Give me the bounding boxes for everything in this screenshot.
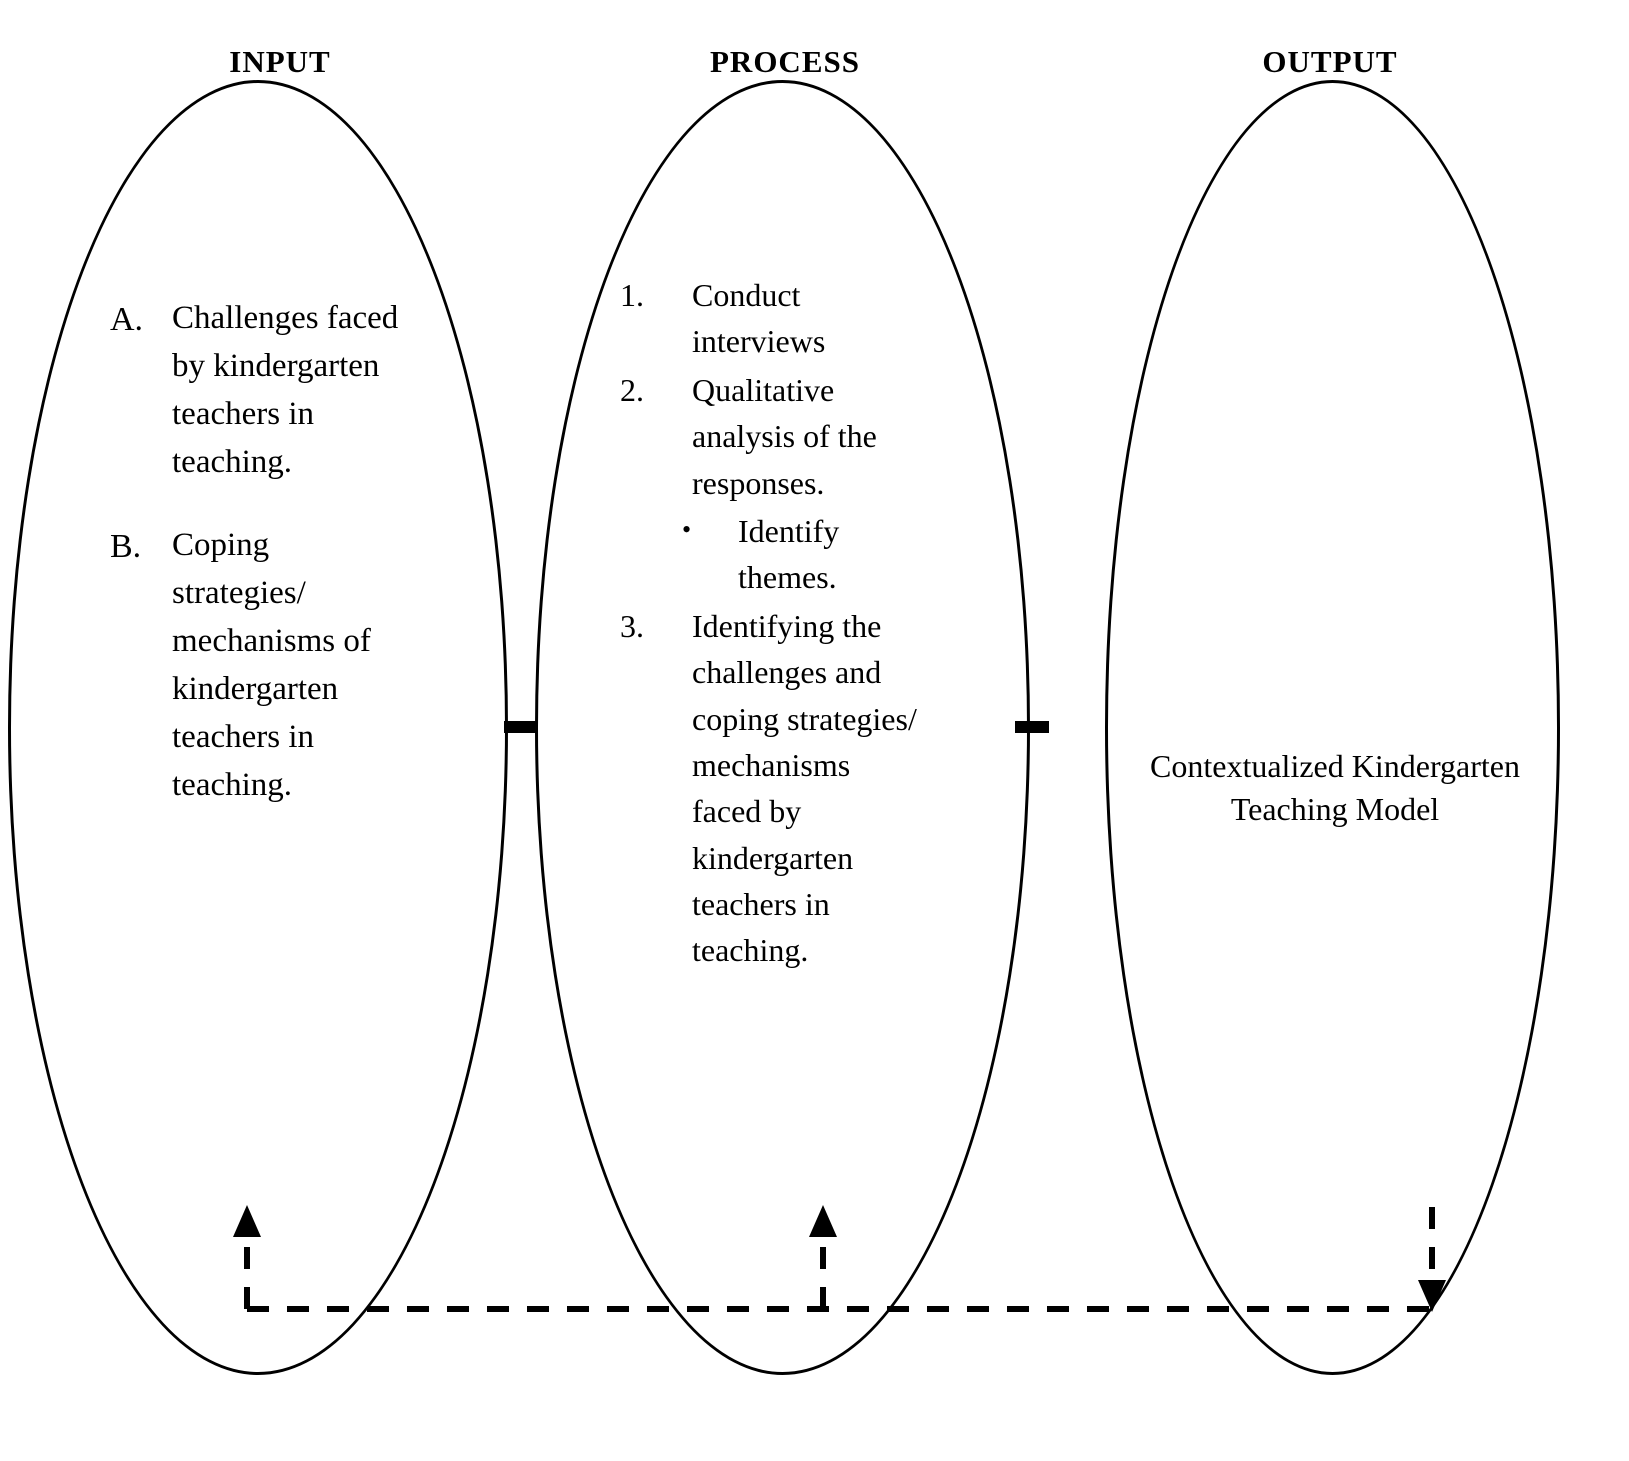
item-text: Coping strategies/ mechanisms of kindergarten teachers in teaching. [172,527,371,803]
item-text: Qualitative analysis of the responses. [692,371,877,501]
process-item-list [620,272,920,976]
item-marker: 2. [620,371,644,408]
item-text: Challenges faced by kindergarten teachers in teaching. [172,300,399,480]
output-text: Contextualized Kindergarten Teaching Model [1150,748,1520,828]
list-item [110,295,410,486]
list-item-bullet [682,508,920,601]
item-text: Conduct interviews [692,277,826,360]
item-marker: B. [110,528,142,566]
list-item [620,272,920,365]
item-text: Identifying the challenges and coping strategies/ mechanisms faced by kindergarten teachers in teaching. [692,607,917,969]
list-item [620,367,920,506]
connector-process-output [1015,721,1049,733]
input-item-list [110,295,410,845]
bullet-icon: • [682,514,692,544]
output-ellipse [1105,80,1560,1375]
item-marker: 3. [620,607,644,644]
item-marker: 1. [620,277,644,313]
list-item [110,522,410,809]
item-marker: A. [110,301,144,338]
heading-process: PROCESS [710,44,860,79]
heading-input: INPUT [229,44,331,79]
connector-input-process [504,721,538,733]
heading-output: OUTPUT [1262,44,1398,79]
item-text: Identify themes. [738,512,840,596]
list-item [620,603,920,974]
